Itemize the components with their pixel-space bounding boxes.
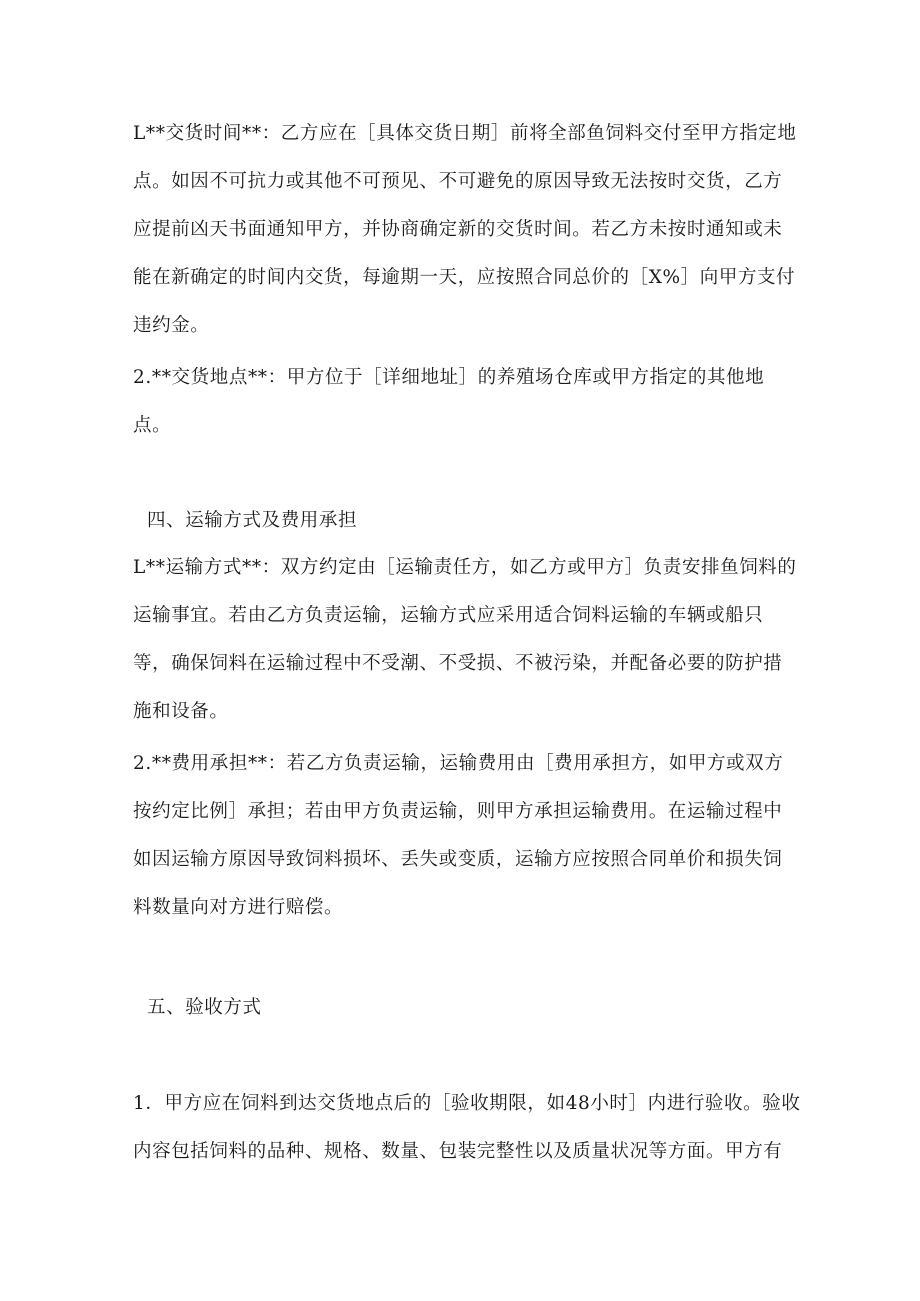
paragraph-line: 如因运输方原因导致饲料损坏、丢失或变质，运输方应按照合同单价和损失饲 (133, 849, 783, 870)
paragraph-line: 点。 (133, 415, 172, 436)
paragraph-line: 内容包括饲料的品种、规格、数量、包装完整性以及质量状况等方面。甲方有 (133, 1141, 783, 1162)
paragraph-line: 2.**费用承担**：若乙方负责运输，运输费用由［费用承担方，如甲方或双方 (133, 753, 784, 774)
paragraph-line: 施和设备。 (133, 701, 229, 722)
paragraph-line: 2.**交货地点**：甲方位于［详细地址］的养殖场仓库或甲方指定的其他地 (133, 367, 765, 388)
paragraph-line: 1．甲方应在饲料到达交货地点后的［验收期限，如48小时］内进行验收。验收 (133, 1093, 801, 1114)
paragraph-line: L**交货时间**：乙方应在［具体交货日期］前将全部鱼饲料交付至甲方指定地 (133, 123, 797, 144)
paragraph-line: 等，确保饲料在运输过程中不受潮、不受损、不被污染，并配备必要的防护措 (133, 653, 783, 674)
paragraph-line: L**运输方式**：双方约定由［运输责任方，如乙方或甲方］负责安排鱼饲料的 (133, 557, 797, 578)
paragraph-line: 点。如因不可抗力或其他不可预见、不可避免的原因导致无法按时交货，乙方 (133, 171, 783, 192)
section-heading: 四、运输方式及费用承担 (147, 510, 358, 531)
paragraph-line: 能在新确定的时间内交货，每逾期一天，应按照合同总价的［X%］向甲方支付 (133, 267, 796, 288)
paragraph-line: 违约金。 (133, 315, 210, 336)
paragraph-line: 运输事宜。若由乙方负责运输，运输方式应采用适合饲料运输的车辆或船只 (133, 605, 764, 626)
paragraph-line: 按约定比例］承担；若由甲方负责运输，则甲方承担运输费用。在运输过程中 (133, 801, 783, 822)
paragraph-line: 料数量向对方进行赔偿。 (133, 897, 344, 918)
paragraph-line: 应提前凶天书面通知甲方，并协商确定新的交货时间。若乙方未按时通知或未 (133, 219, 783, 240)
section-heading: 五、验收方式 (147, 997, 262, 1018)
